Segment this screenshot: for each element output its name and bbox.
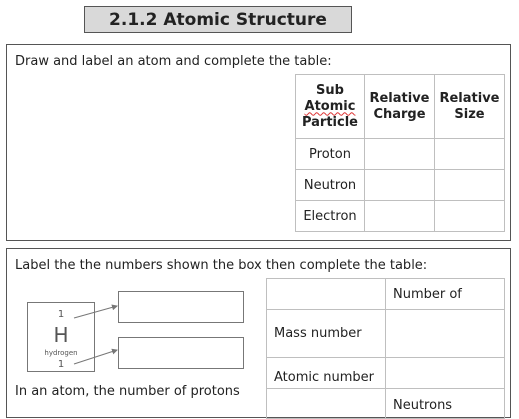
number-of-table	[266, 278, 505, 419]
atomic-number-label-box[interactable]	[118, 337, 244, 369]
neutrons-label: Neutrons	[386, 389, 505, 419]
mass-number-value: 1	[57, 309, 65, 320]
table-row	[267, 310, 505, 358]
partial-row-cell	[267, 389, 386, 419]
row-label-atomic-number: Atomic number	[267, 358, 386, 389]
mass-number-label-box[interactable]	[118, 291, 244, 323]
section2-instruction: Label the the numbers shown the box then complete the table:	[15, 258, 428, 273]
row-label-neutron: Neutron	[296, 170, 365, 201]
header-line: Sub	[316, 82, 344, 98]
element-name: hydrogen	[44, 349, 78, 357]
atomic-number-answer-cell[interactable]	[386, 358, 505, 389]
header-number-of: Number of	[386, 279, 505, 310]
table-row	[267, 389, 505, 419]
row-label-mass-number: Mass number	[267, 310, 386, 358]
blank-header-cell	[267, 279, 386, 310]
header-line: Size	[454, 106, 485, 122]
page-title: 2.1.2 Atomic Structure	[84, 6, 352, 33]
arrow-to-mass-label	[74, 306, 117, 318]
table-row	[267, 358, 505, 389]
header-line: Charge	[373, 106, 426, 122]
row-label-electron: Electron	[296, 201, 365, 232]
element-symbol: H	[53, 323, 69, 347]
header-line: Atomic	[304, 98, 356, 114]
protons-sentence: In an atom, the number of protons	[15, 384, 240, 399]
section1-instruction: Draw and label an atom and complete the table:	[15, 54, 332, 69]
arrow-to-atomic-label	[74, 350, 117, 364]
mass-number-answer-cell[interactable]	[386, 310, 505, 358]
header-line: Relative	[439, 90, 500, 106]
table-row	[267, 279, 505, 310]
atomic-number-value: 1	[57, 359, 65, 370]
row-label-proton: Proton	[296, 139, 365, 170]
header-line: Particle	[301, 114, 358, 130]
header-line: Relative	[369, 90, 430, 106]
